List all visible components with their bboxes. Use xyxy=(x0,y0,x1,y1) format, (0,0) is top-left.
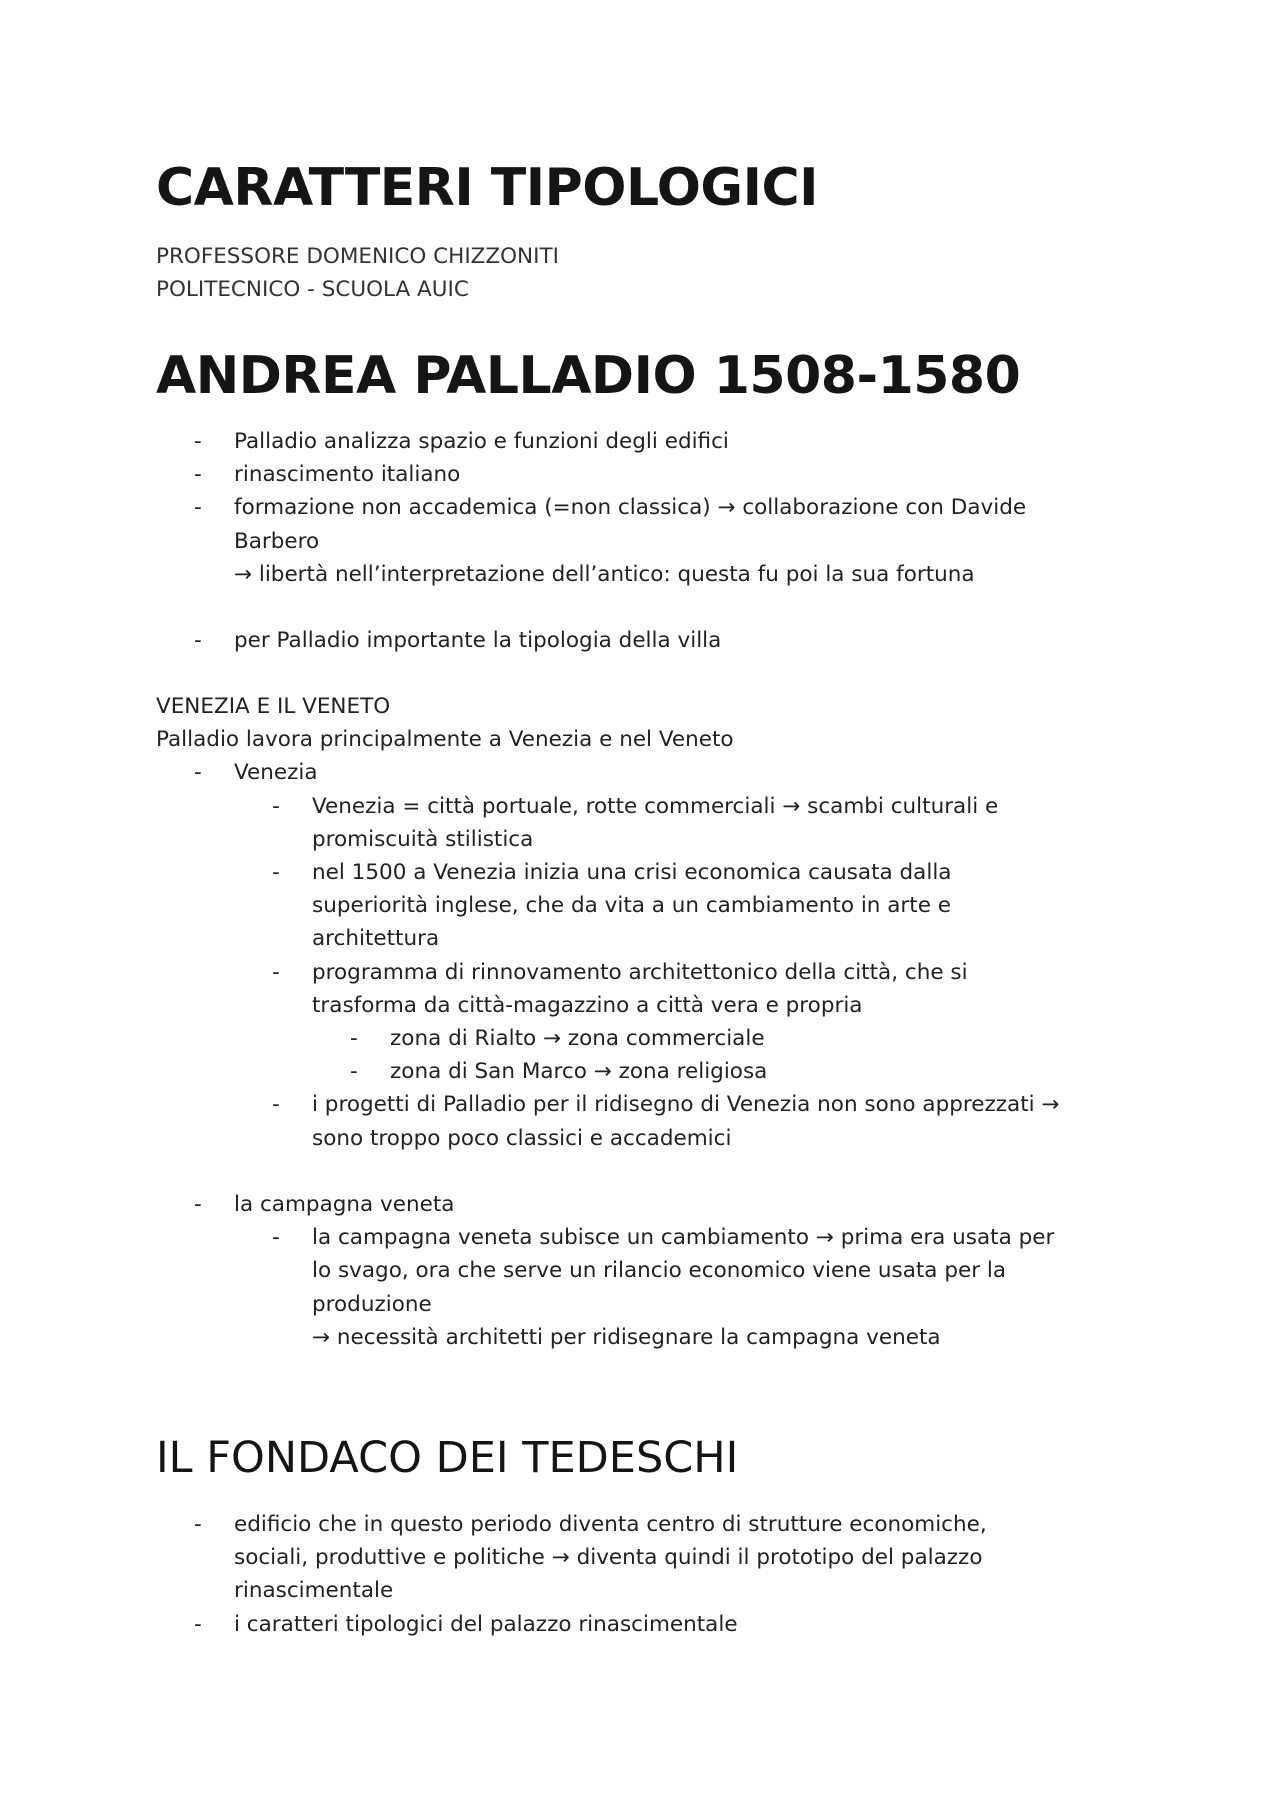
list-item: - Palladio analizza spazio e funzioni degli edifici xyxy=(194,429,729,454)
list-item: - Venezia = città portuale, rotte commerciali → scambi culturali e xyxy=(272,793,999,819)
list-item: - nel 1500 a Venezia inizia una crisi economica causata dalla xyxy=(272,860,952,886)
list-item: - formazione non accademica (=non classica) → collaborazione con Davide xyxy=(194,495,1027,521)
list-item-continuation: lo svago, ora che serve un rilancio economico viene usata per la xyxy=(312,1258,1007,1284)
list-item: - per Palladio importante la tipologia della villa xyxy=(194,628,722,654)
list-item-continuation: rinascimentale xyxy=(234,1578,394,1604)
school-line: POLITECNICO - SCUOLA AUIC xyxy=(156,277,469,302)
list-item: - rinascimento italiano xyxy=(194,462,461,488)
list-item-continuation: promiscuità stilistica xyxy=(312,826,534,852)
list-item-continuation: Barbero xyxy=(234,528,320,554)
list-item-continuation: architettura xyxy=(312,926,440,952)
list-item: - i progetti di Palladio per il ridisegno di Venezia non sono apprezzati → xyxy=(272,1092,1060,1118)
fondaco-heading: IL FONDACO DEI TEDESCHI xyxy=(156,1433,739,1483)
list-item-continuation: trasforma da città-magazzino a città vera e propria xyxy=(312,992,863,1018)
list-item-continuation: superiorità inglese, che da vita a un cambiamento in arte e xyxy=(312,893,951,919)
list-item: - i caratteri tipologici del palazzo rinascimentale xyxy=(194,1611,738,1637)
list-item-continuation: → libertà nell’interpretazione dell’antico: questa fu poi la sua fortuna xyxy=(234,561,975,587)
palladio-heading: ANDREA PALLADIO 1508-1580 xyxy=(156,346,1021,406)
list-item: - edificio che in questo periodo diventa centro di strutture economiche, xyxy=(194,1512,987,1537)
list-item-continuation: → necessità architetti per ridisegnare la campagna veneta xyxy=(312,1324,941,1350)
list-item: - zona di Rialto → zona commerciale xyxy=(350,1026,765,1052)
veneto-section xyxy=(156,690,1059,1354)
list-item: - la campagna veneta subisce un cambiamento → prima era usata per xyxy=(272,1225,1055,1251)
list-item: - programma di rinnovamento architettonico della città, che si xyxy=(272,959,968,985)
list-item: - la campagna veneta xyxy=(194,1192,455,1218)
list-item-continuation: sociali, produttive e politiche → diventa quindi il prototipo del palazzo xyxy=(234,1545,983,1571)
list-item: - Venezia xyxy=(194,760,318,786)
veneto-intro: Palladio lavora principalmente a Venezia e nel Veneto xyxy=(156,727,734,753)
professor-line: PROFESSORE DOMENICO CHIZZONITI xyxy=(156,244,559,269)
veneto-heading: VENEZIA E IL VENETO xyxy=(156,694,391,719)
fondaco-list xyxy=(156,1508,987,1641)
document-subtitle xyxy=(156,240,559,306)
list-item-continuation: sono troppo poco classici e accademici xyxy=(312,1125,732,1151)
list-item-continuation: produzione xyxy=(312,1291,432,1317)
list-item: - zona di San Marco → zona religiosa xyxy=(350,1059,768,1085)
document-title: CARATTERI TIPOLOGICI xyxy=(156,158,818,218)
palladio-list xyxy=(156,425,1026,657)
